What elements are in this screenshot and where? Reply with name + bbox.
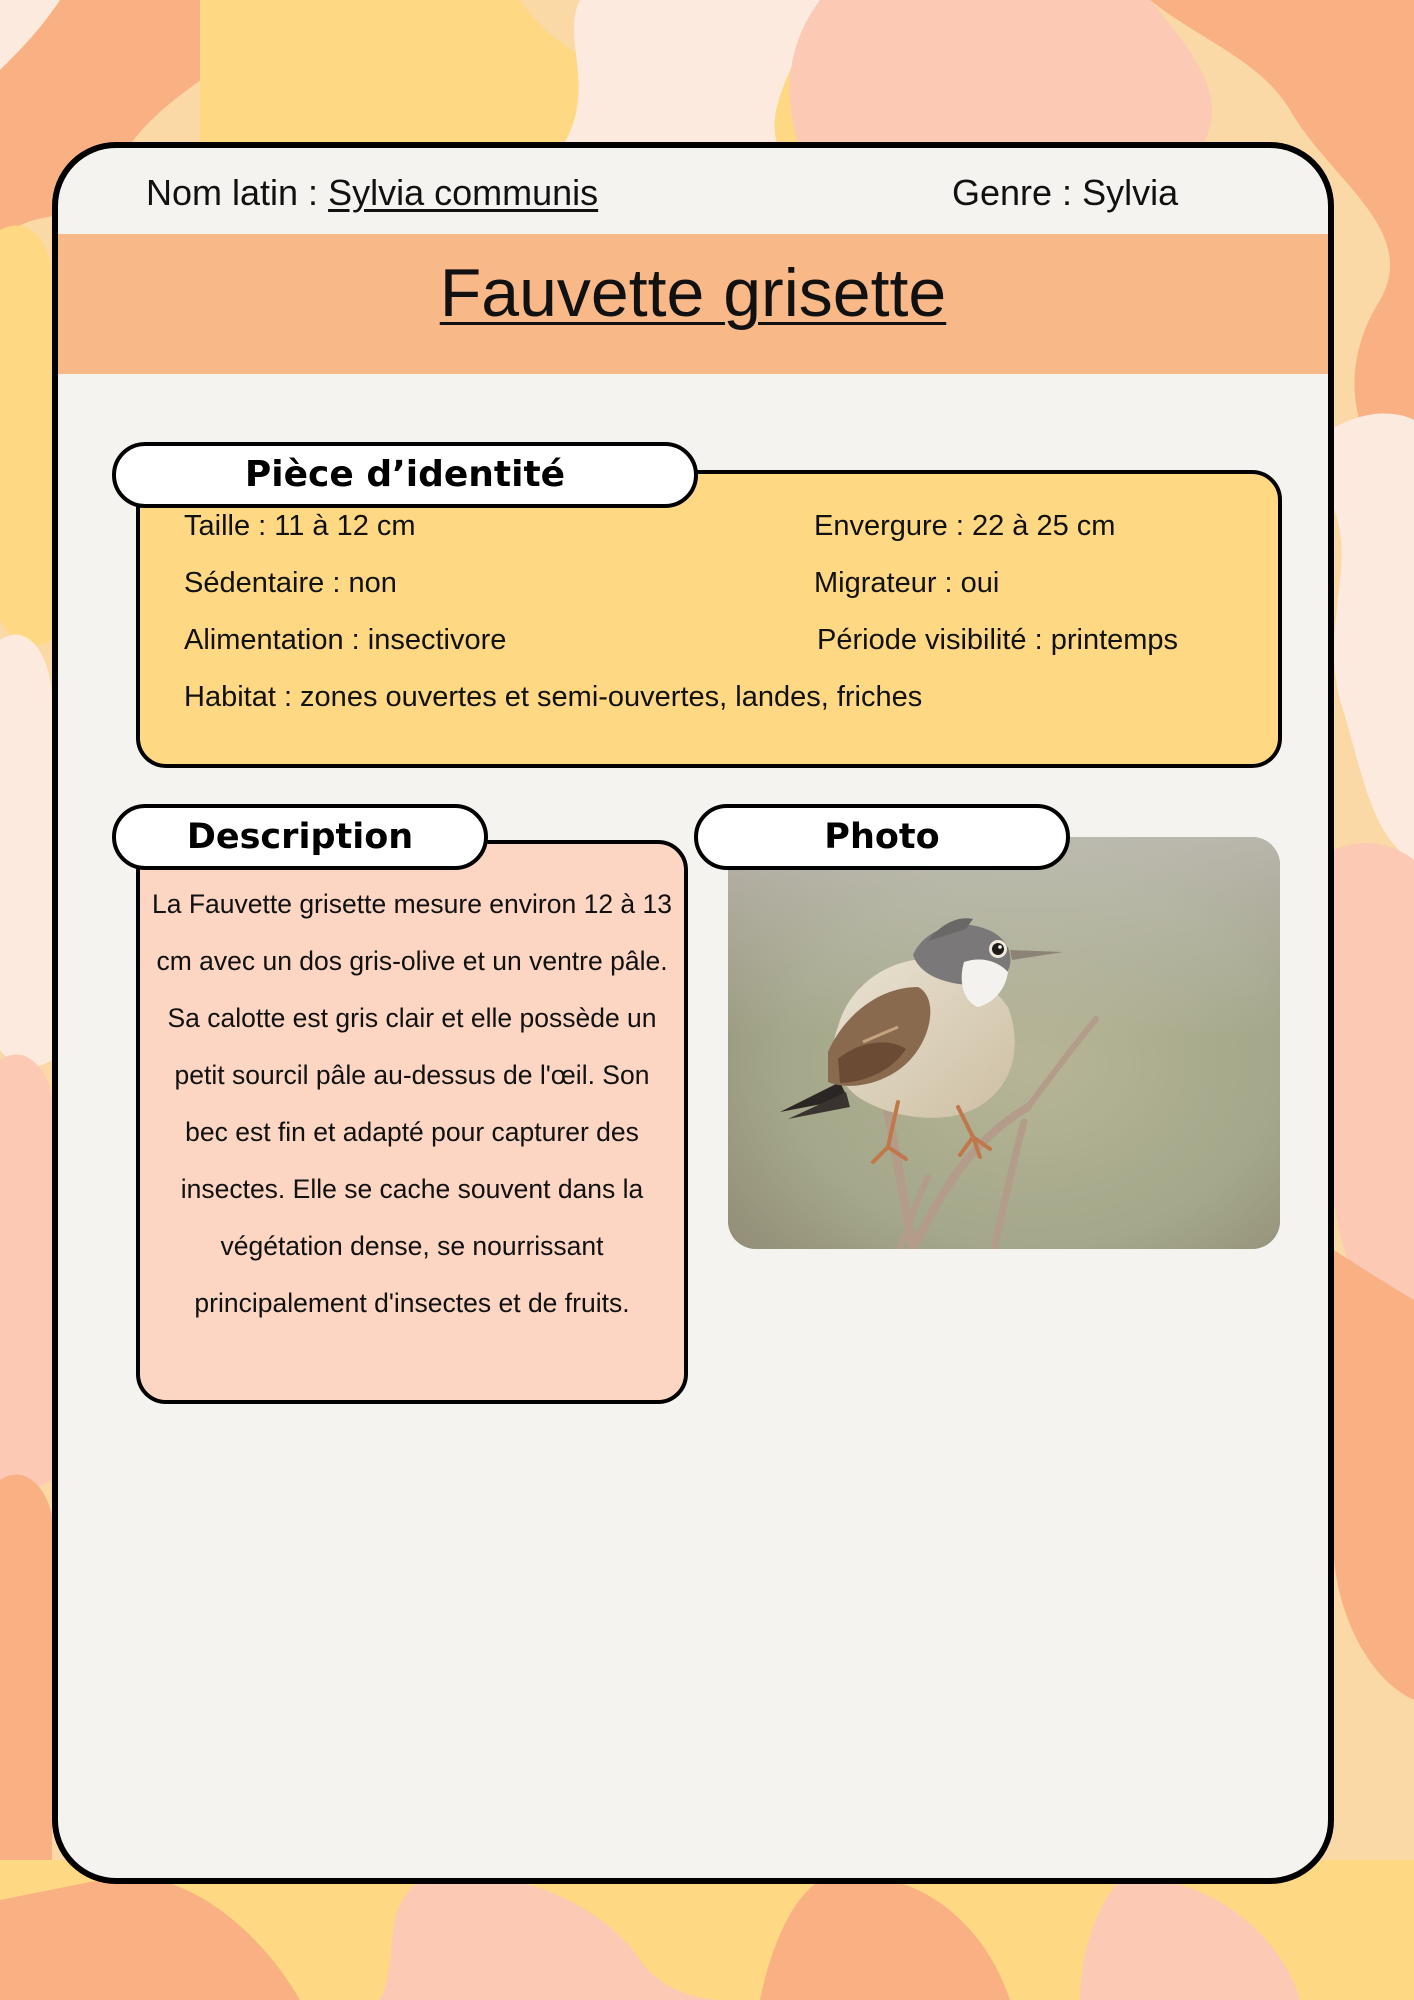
- description-text: La Fauvette grisette mesure environ 12 à 13 cm avec un dos gris-olive et un ventre pâle. Sa calotte est gris clair et elle possède un petit sourcil pâle au-dessus de l'œil. Son bec est fin et adapté pour capturer des insectes. Elle se cache souvent dans la végétation dense, se nourrissant principalement d'insectes et de fruits.: [152, 889, 672, 1318]
- latin-name-value: Sylvia communis: [328, 172, 599, 213]
- field-migrateur: Migrateur : oui: [814, 567, 1000, 599]
- field-alimentation: Alimentation : insectivore: [184, 624, 507, 656]
- title-banner: [58, 234, 1328, 374]
- photo-tab-label: Photo: [694, 804, 1070, 870]
- field-sedentaire: Sédentaire : non: [184, 567, 397, 599]
- latin-name-label: Nom latin :: [146, 172, 319, 213]
- genus-value: Sylvia: [1082, 172, 1179, 213]
- field-periode: Période visibilité : printemps: [817, 624, 1179, 656]
- identity-panel: [136, 470, 1282, 768]
- description-panel: [136, 840, 688, 1404]
- page-title: Fauvette grisette: [439, 255, 947, 331]
- bird-card: [52, 142, 1334, 1884]
- description-tab-label: Description: [112, 804, 488, 870]
- identity-tab-label: Pièce d’identité: [112, 442, 698, 508]
- field-envergure: Envergure : 22 à 25 cm: [814, 510, 1116, 542]
- latin-name: [146, 172, 598, 214]
- bird-photo: [728, 837, 1280, 1249]
- genus-label: Genre :: [952, 172, 1073, 213]
- field-taille: Taille : 11 à 12 cm: [184, 510, 416, 542]
- genus: [952, 172, 1178, 214]
- field-habitat: Habitat : zones ouvertes et semi-ouvertes, landes, friches: [184, 681, 923, 713]
- card-header: [58, 148, 1328, 234]
